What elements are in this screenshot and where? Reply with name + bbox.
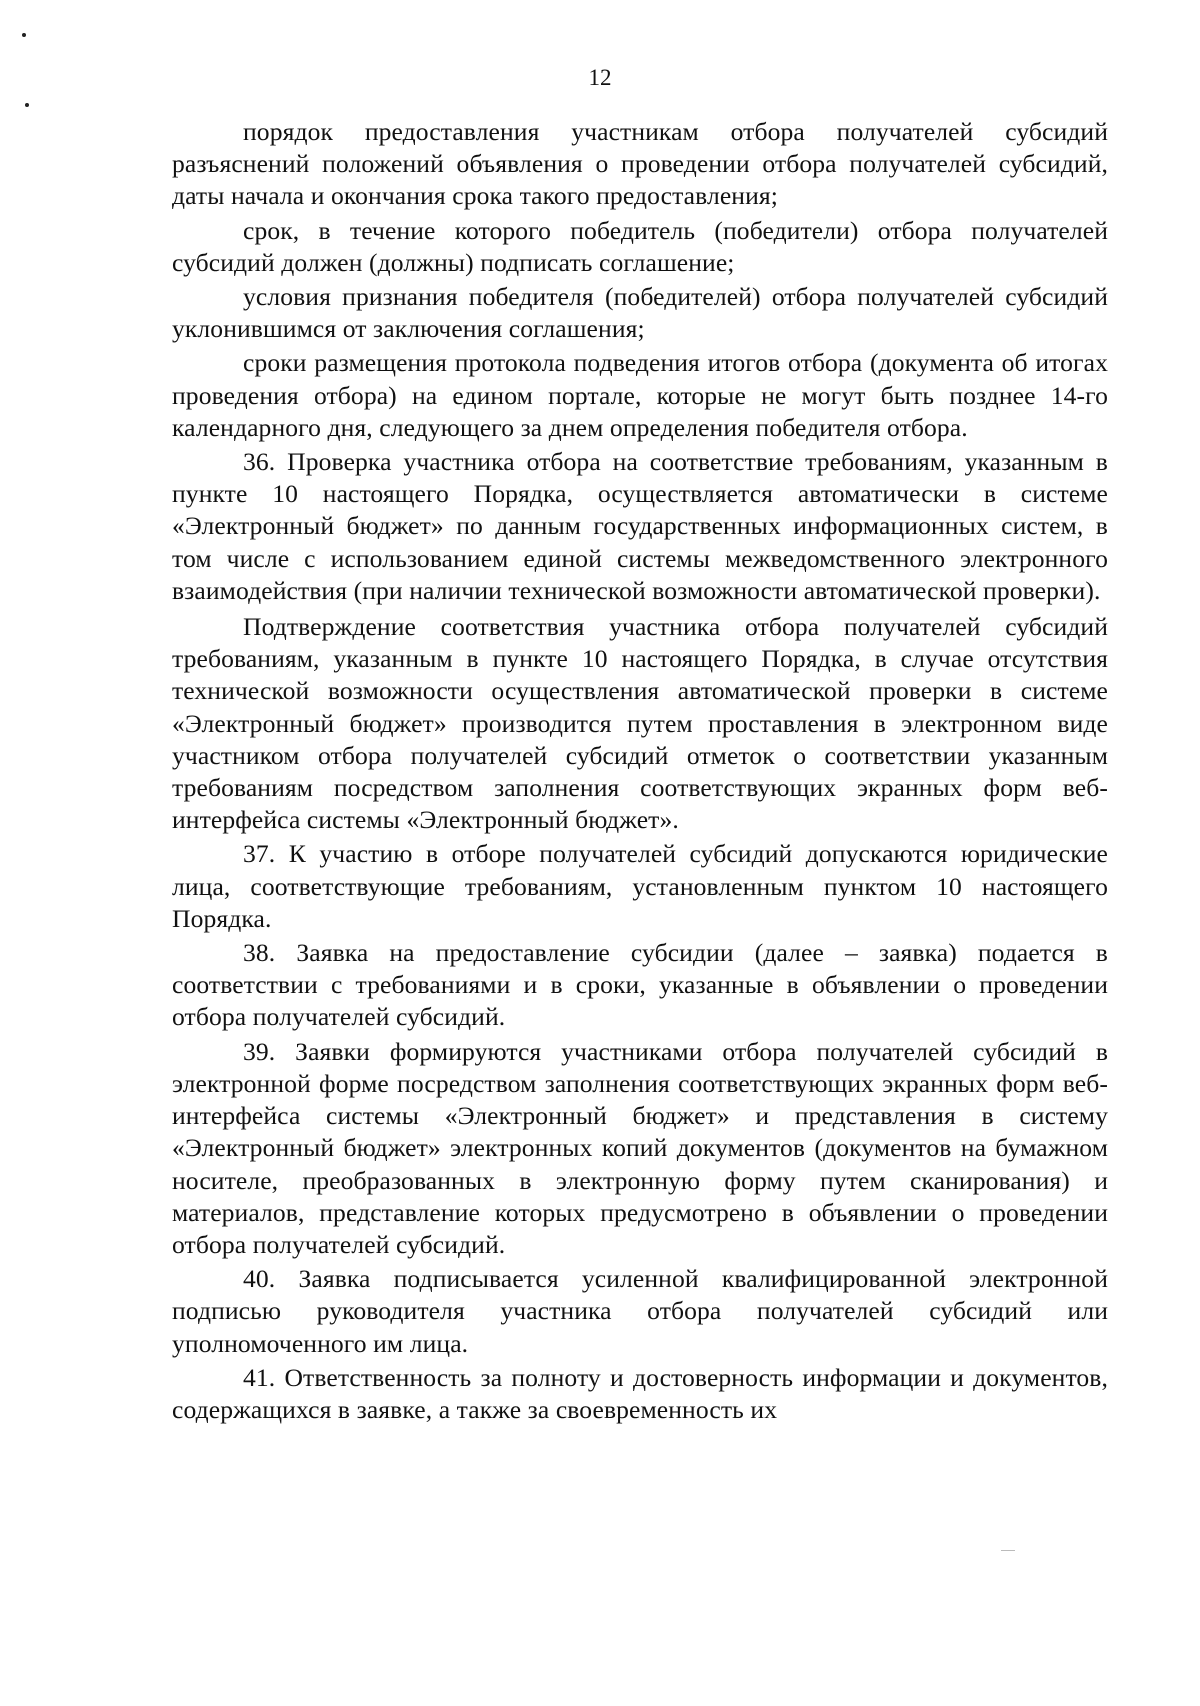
paragraph: сроки размещения протокола подведения итогов отбора (документа об итогах проведения отбора) на едином портале, которые не могут быть позднее 14-го календарного дня, следующего за днем определения победителя отбора. — [172, 348, 1108, 442]
paragraph: 37. К участию в отборе получателей субсидий допускаются юридические лица, соответствующие требованиям, установленным пунктом 10 настоящего Порядка. — [172, 839, 1108, 933]
paragraph: 41. Ответственность за полноту и достоверность информации и документов, содержащихся в заявке, а также за своевременность их — [172, 1362, 1108, 1424]
paragraph: условия признания победителя (победителей) отбора получателей субсидий уклонившимся от заключения соглашения; — [172, 282, 1108, 344]
scan-speck — [1001, 1550, 1015, 1551]
paragraph: 38. Заявка на предоставление субсидии (далее – заявка) подается в соответствии с требованиями и в сроки, указанные в объявлении о проведении отбора получателей субсидий. — [172, 938, 1108, 1032]
scan-speck — [25, 103, 29, 107]
page-number: 12 — [588, 65, 612, 90]
paragraph: порядок предоставления участникам отбора получателей субсидий разъяснений положений объявления о проведении отбора получателей субсидий, даты начала и окончания срока такого предоставления; — [172, 117, 1108, 211]
paragraph: 39. Заявки формируются участниками отбора получателей субсидий в электронной форме посредством заполнения соответствующих экранных форм веб-интерфейса системы «Электронный бюджет» и представления в систему «Электронный бюджет» электронных копий документов (документов на бумажном носителе, преобразованных в электронную форму путем сканирования) и материалов, представление которых предусмотрено в объявлении о проведении отбора получателей субсидий. — [172, 1036, 1108, 1259]
paragraph: 36. Проверка участника отбора на соответствие требованиям, указанным в пункте 10 настоящего Порядка, осуществляется автоматически в системе «Электронный бюджет» по данным государственных информационных систем, в том числе с использованием единой системы межведомственного электронного взаимодействия (при наличии технической возможности автоматической проверки). — [172, 447, 1108, 605]
paragraph: 40. Заявка подписывается усиленной квалифицированной электронной подписью руководителя участника отбора получателей субсидий или уполномоченного им лица. — [172, 1264, 1108, 1358]
document-body — [172, 116, 1108, 1428]
paragraph: Подтверждение соответствия участника отбора получателей субсидий требованиям, указанным в пункте 10 настоящего Порядка, в случае отсутствия технической возможности осуществления автоматической проверки в системе «Электронный бюджет» производится путем проставления в электронном виде участником отбора получателей субсидий отметок о соответствии указанным требованиям посредством заполнения соответствующих экранных форм веб-интерфейса системы «Электронный бюджет». — [172, 612, 1108, 835]
paragraph: срок, в течение которого победитель (победители) отбора получателей субсидий должен (должны) подписать соглашение; — [172, 215, 1108, 277]
scan-speck — [22, 33, 26, 37]
